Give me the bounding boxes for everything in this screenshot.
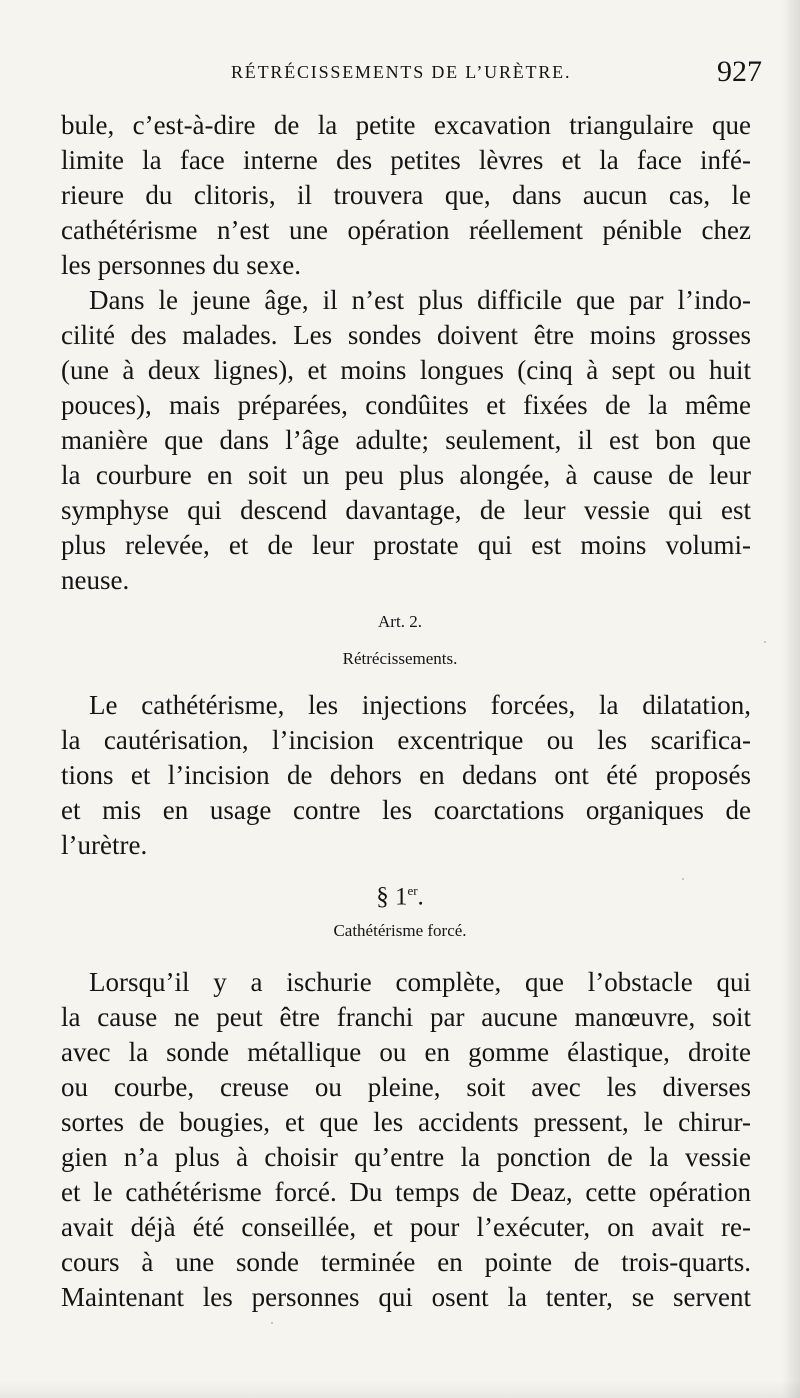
section-mark-superscript: er [407, 883, 418, 898]
section-title: Cathétérisme forcé. [333, 921, 467, 940]
page-edge-shadow [782, 0, 800, 1398]
text-line: Lorsqu’il y a ischurie complète, que l’obstacle qui [89, 967, 751, 997]
text-line: et mis en usage contre les coarctations organiques de [61, 795, 751, 825]
section-mark-wrap [0, 873, 800, 909]
article-heading: Art. 2. [378, 612, 422, 631]
paragraph-four [61, 965, 751, 1315]
text-line: limite la face interne des petites lèvres et la face infé- [61, 145, 751, 175]
article-subheading: Rétrécissements. [342, 649, 458, 668]
running-head: RÉTRÉCISSEMENTS DE L’URÈTRE. [231, 62, 572, 82]
text-line: la cautérisation, l’incision excentrique ou les scarifica- [61, 725, 751, 755]
section-mark-suffix: . [417, 883, 424, 911]
article-heading-wrap [0, 612, 800, 632]
text-line: avait déjà été conseillée, et pour l’exécuter, on avait re- [61, 1212, 751, 1242]
text-line: Maintenant les personnes qui osent la tenter, se servent [61, 1282, 751, 1312]
page-bottom-shade [0, 1380, 800, 1398]
text-line: cilité des malades. Les sondes doivent être moins grosses [61, 320, 751, 350]
text-line: cathétérisme n’est une opération réellement pénible chez [61, 215, 751, 245]
page-number: 927 [717, 55, 762, 88]
section-title-wrap [0, 921, 800, 941]
text-line: symphyse qui descend davantage, de leur vessie qui est [61, 495, 751, 525]
text-line: et le cathétérisme forcé. Du temps de Deaz, cette opération [61, 1177, 751, 1207]
paragraph-continuation [61, 108, 751, 598]
text-line: gien n’a plus à choisir qu’entre la ponction de la vessie [61, 1142, 751, 1172]
text-line: Dans le jeune âge, il n’est plus difficile que par l’indo- [89, 285, 751, 315]
text-line: ou courbe, creuse ou pleine, soit avec les diverses [61, 1072, 751, 1102]
text-line: cours à une sonde terminée en pointe de trois-quarts. [61, 1247, 751, 1277]
ink-speck [271, 1322, 273, 1324]
section-mark [0, 873, 800, 909]
ink-speck [682, 878, 684, 880]
text-line: l’urètre. [61, 830, 148, 860]
text-line: la courbure en soit un peu plus alongée, à cause de leur [61, 460, 751, 490]
text-line: (une à deux lignes), et moins longues (cinq à sept ou huit [61, 355, 751, 385]
text-line: la cause ne peut être franchi par aucune manœuvre, soit [61, 1002, 751, 1032]
text-line: tions et l’incision de dehors en dedans ont été proposés [61, 760, 751, 790]
text-line: les personnes du sexe. [61, 250, 301, 280]
text-line: sortes de bougies, et que les accidents pressent, le chirur- [61, 1107, 751, 1137]
text-line: Le cathétérisme, les injections forcées, la dilatation, [89, 690, 751, 720]
text-line: rieure du clitoris, il trouvera que, dans aucun cas, le [61, 180, 751, 210]
text-line: pouces), mais préparées, condûites et fixées de la même [61, 390, 751, 420]
paragraph-three [61, 688, 751, 863]
text-line: plus relevée, et de leur prostate qui est moins volumi- [61, 530, 751, 560]
section-mark-symbol: § 1 [376, 883, 408, 911]
text-line: neuse. [61, 565, 130, 595]
text-line: bule, c’est-à-dire de la petite excavation triangulaire que [61, 110, 751, 140]
article-subheading-wrap [0, 649, 800, 669]
text-line: avec la sonde métallique ou en gomme élastique, droite [61, 1037, 751, 1067]
ink-speck [764, 641, 766, 643]
text-line: manière que dans l’âge adulte; seulement, il est bon que [61, 425, 751, 455]
